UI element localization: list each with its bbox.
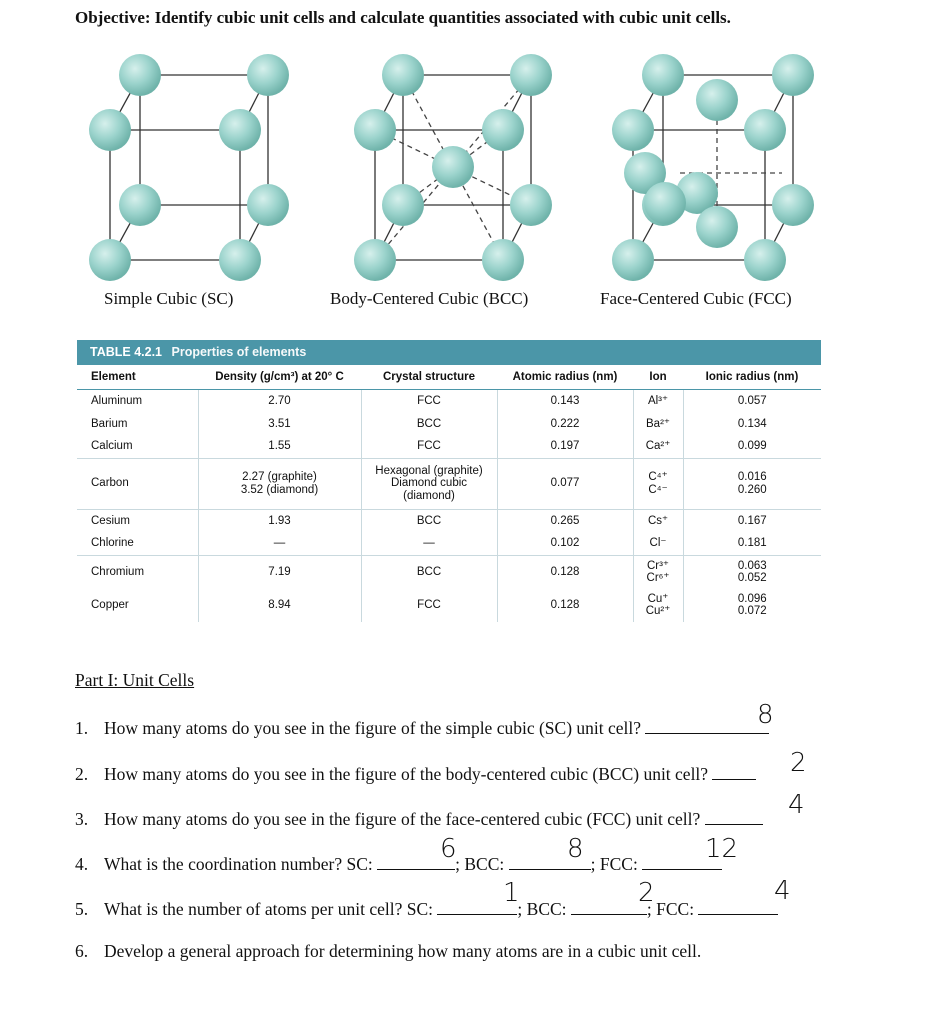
cell-radius: 0.077 [497,458,633,509]
answer-blank-3[interactable] [705,806,763,825]
cell-line: 2.70 [268,395,291,407]
answer-q4-bcc: 8 [567,834,584,864]
col-ionic-radius: Ionic radius (nm) [683,365,821,390]
fcc-atoms [612,54,814,281]
cell-element: Cesium [77,509,198,532]
properties-grid [77,365,821,622]
answer-q4-fcc: 12 [705,834,739,864]
cell-line: Cs⁺ [647,514,669,527]
cell-line: 0.016 [737,471,767,483]
cell-line: BCC [416,417,442,430]
cell-line: Cr³⁺ [646,559,670,572]
col-density: Density (g/cm³) at 20° C [198,365,361,390]
cell-ion [633,435,683,458]
cell-line: Cu⁺ [647,592,669,605]
question-1 [75,715,769,739]
cell-element: Calcium [77,435,198,458]
cell-line: 7.19 [268,565,291,578]
cell-radius: 0.128 [497,555,633,589]
bcc-blank[interactable] [571,896,647,915]
cell-line: 3.52 (diamond) [240,483,319,496]
cell-radius: 0.143 [497,390,633,413]
question-6 [75,941,701,962]
table-number: TABLE 4.2.1 [90,345,163,359]
cell-line: Al³⁺ [647,395,669,407]
cell-line: FCC [417,395,441,407]
cell-density [198,509,361,532]
cell-line: 8.94 [268,598,291,611]
cell-ionic [683,458,821,509]
cell-ionic [683,390,821,413]
part-heading: Part I: Unit Cells [75,670,195,690]
cell-line: 0.096 [737,592,767,605]
caption-simple-cubic: Simple Cubic (SC) [104,289,234,308]
cell-element: Chromium [77,555,198,589]
cell-line: 0.167 [737,514,767,527]
simple-cubic-atoms [89,54,289,281]
objective-heading: Objective: Identify cubic unit cells and calculate quantities associated with cubic unit cells. [75,8,731,27]
col-ion: Ion [633,365,683,390]
cell-structure [361,390,497,413]
cell-ionic [683,532,821,555]
cell-line: 0.134 [737,417,767,430]
cell-radius: 0.265 [497,509,633,532]
question-text: How many atoms do you see in the figure of the body-centered cubic (BCC) unit cell? [104,764,709,784]
cell-ion [633,532,683,555]
cell-line: FCC [417,598,441,611]
question-number: 1. [75,718,89,738]
table-title-bar [77,340,821,365]
cell-line: 3.51 [268,417,291,430]
cell-ionic [683,509,821,532]
question-number: 3. [75,809,89,829]
cell-line: 0.260 [737,483,767,496]
caption-bcc: Body-Centered Cubic (BCC) [330,289,529,308]
cell-element: Copper [77,589,198,622]
unit-cell-figures [0,45,947,290]
cell-line: 1.55 [268,440,291,452]
bcc-label: ; BCC: [517,899,567,919]
table-row [77,555,821,589]
answer-blank-2[interactable] [712,761,756,780]
col-structure: Crystal structure [361,365,497,390]
answer-blank-1[interactable] [645,715,769,734]
cell-element: Barium [77,413,198,436]
fcc-label: ; FCC: [646,899,695,919]
cell-line: Ca²⁺ [645,440,671,452]
cell-structure [361,413,497,436]
cell-structure [361,435,497,458]
cell-line: BCC [416,565,442,578]
cell-structure [361,458,497,509]
cell-line: 0.052 [737,572,767,584]
cell-radius: 0.222 [497,413,633,436]
question-text: How many atoms do you see in the figure of the face-centered cubic (FCC) unit cell? [104,809,701,829]
cell-ion [633,413,683,436]
table-row [77,413,821,436]
cell-ion [633,555,683,589]
question-number: 2. [75,764,89,784]
cell-radius: 0.197 [497,435,633,458]
question-4 [75,851,722,875]
cell-line: Cu²⁺ [645,605,671,617]
table-row [77,435,821,458]
cell-line: 1.93 [268,514,291,527]
cell-density [198,390,361,413]
question-number: 5. [75,899,89,919]
cell-line: FCC [417,440,441,452]
cell-line: (diamond) [403,489,455,502]
answer-q5-bcc: 2 [638,878,655,908]
cell-line: Cr⁶⁺ [646,572,670,584]
cell-density [198,435,361,458]
cell-ion [633,390,683,413]
cell-density [198,555,361,589]
cell-density [198,589,361,622]
question-text: Develop a general approach for determining how many atoms are in a cubic unit cell. [104,941,702,961]
cell-line: 0.057 [737,395,767,407]
answer-q5-fcc: 4 [774,876,791,906]
answer-q1: 8 [757,700,774,730]
question-2 [75,761,756,785]
cell-structure [361,555,497,589]
cell-ionic [683,435,821,458]
cell-line: 0.099 [737,440,767,452]
cell-line: — [273,537,286,549]
question-text: What is the coordination number? SC: [104,854,373,874]
fcc-blank[interactable] [698,896,778,915]
bcc-atoms [354,54,552,281]
question-number: 6. [75,941,89,961]
table-row [77,532,821,555]
answer-q5-sc: 1 [503,878,520,908]
question-number: 4. [75,854,89,874]
table-row [77,589,821,622]
cell-line: — [423,537,435,549]
answer-q2: 2 [790,748,807,778]
question-5 [75,896,778,920]
cell-ion [633,509,683,532]
bcc-label: ; BCC: [455,854,505,874]
cell-ionic [683,589,821,622]
cell-line: Hexagonal (graphite) [375,464,483,477]
table-header-row [77,365,821,390]
answer-q3: 4 [788,790,805,820]
table-row [77,458,821,509]
question-3 [75,806,763,830]
answer-q4-sc: 6 [440,834,457,864]
cell-line: BCC [416,514,442,527]
table-title: Properties of elements [171,345,307,359]
fcc-label: ; FCC: [590,854,638,874]
col-element: Element [77,365,198,390]
table-row [77,509,821,532]
cell-radius: 0.128 [497,589,633,622]
cell-structure [361,589,497,622]
cell-line: Diamond cubic [390,477,468,490]
cell-density [198,458,361,509]
cell-ionic [683,555,821,589]
cell-line: Ba²⁺ [646,417,670,430]
cell-line: 0.072 [737,605,767,617]
question-text: What is the number of atoms per unit cell? SC: [104,899,434,919]
properties-table [77,340,821,624]
caption-fcc: Face-Centered Cubic (FCC) [600,289,792,308]
table-row [77,390,821,413]
cell-ion [633,589,683,622]
cell-ionic [683,413,821,436]
cell-line: C⁴⁺ [648,471,668,483]
cell-line: 0.181 [737,537,767,549]
cell-element: Chlorine [77,532,198,555]
cell-structure [361,532,497,555]
question-text: How many atoms do you see in the figure of the simple cubic (SC) unit cell? [104,718,642,738]
cell-line: Cl⁻ [649,537,667,549]
cell-radius: 0.102 [497,532,633,555]
cell-element: Aluminum [77,390,198,413]
cell-line: C⁴⁻ [648,483,668,496]
col-atomic-radius: Atomic radius (nm) [497,365,633,390]
cell-line: 0.063 [737,559,767,572]
cell-density [198,532,361,555]
simple-cubic-diagram [110,75,268,260]
cell-structure [361,509,497,532]
cell-element: Carbon [77,458,198,509]
cell-ion [633,458,683,509]
cell-line: 2.27 (graphite) [242,471,317,483]
cell-density [198,413,361,436]
